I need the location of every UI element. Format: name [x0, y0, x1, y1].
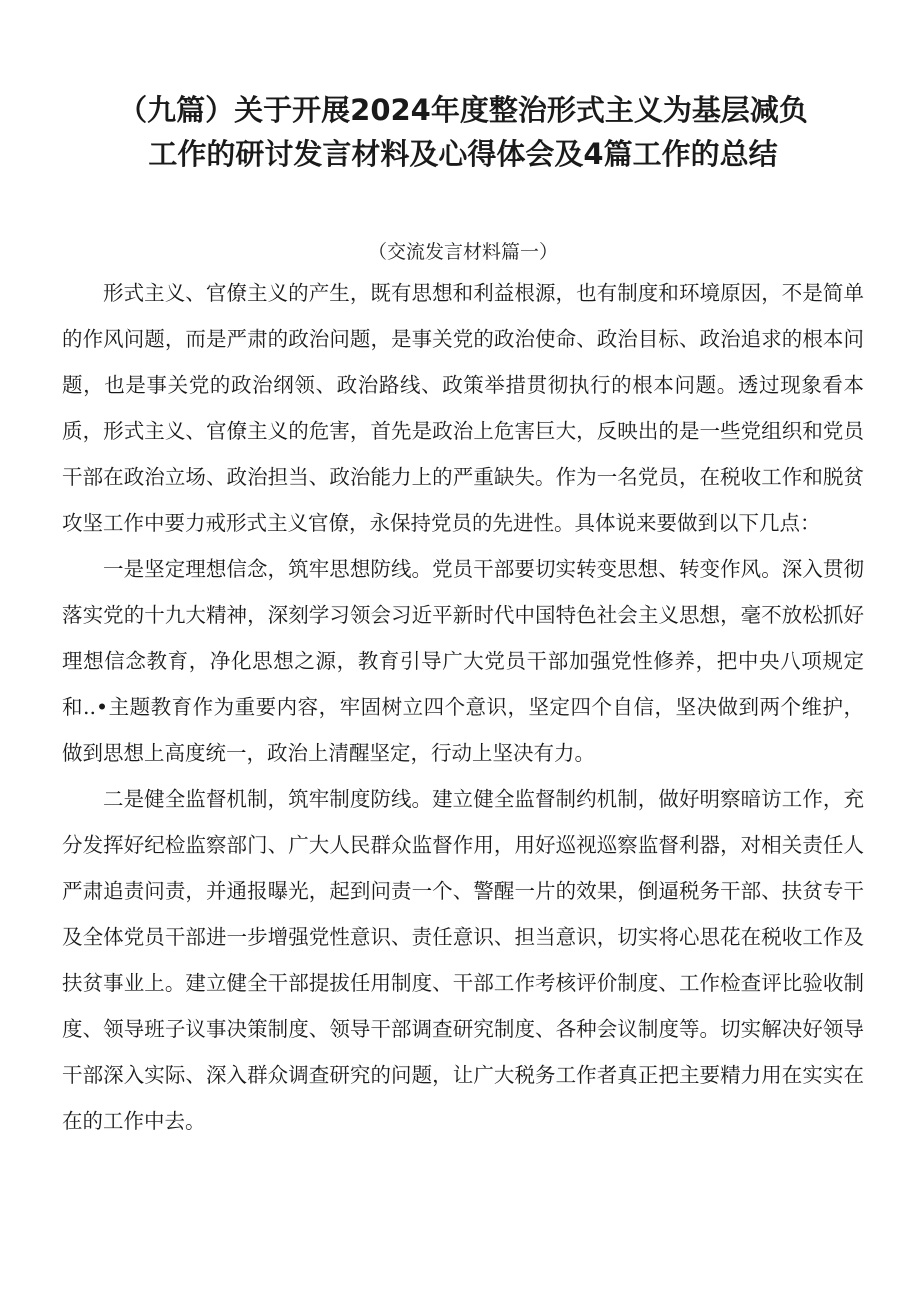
title-line-2: 工作的研讨发言材料及心得体会及4篇工作的总结	[148, 137, 778, 171]
section-heading: （交流发言材料篇一）	[367, 241, 558, 263]
document-body	[62, 270, 864, 1144]
paragraph-point-two: 二是健全监督机制，筑牢制度防线。建立健全监督制约机制，做好明察暗访工作，充分发挥好纪检监察部门、广大人民群众监督作用，用好巡视巡察监督利器，对相关责任人严肃追责问责，并通报曝光，起到问责一个、警醒一片的效果，倒逼税务干部、扶贫专干及全体党员干部进一步增强党性意识、责任意识、担当意识，切实将心思花在税收工作及扶贫事业上。建立健全干部提拔任用制度、干部工作考核评价制度、工作检查评比验收制度、领导班子议事决策制度、领导干部调查研究制度、各种会议制度等。切实解决好领导干部深入实际、深入群众调查研究的问题，让广大税务工作者真正把主要精力用在实实在在的工作中去。	[62, 787, 864, 1133]
paragraph-intro: 形式主义、官僚主义的产生，既有思想和利益根源，也有制度和环境原因，不是简单的作风问题，而是严肃的政治问题，是事关党的政治使命、政治目标、政治追求的根本问题，也是事关党的政治纲领、政治路线、政策举措贯彻执行的根本问题。透过现象看本质，形式主义、官僚主义的危害，首先是政治上危害巨大，反映出的是一些党组织和党员干部在政治立场、政治担当、政治能力上的严重缺失。作为一名党员，在税收工作和脱贫攻坚工作中要力戒形式主义官僚，永保持党员的先进性。具体说来要做到以下几点：	[62, 281, 864, 535]
document-title	[62, 88, 864, 176]
title-line-1: （九篇）关于开展2024年度整治形式主义为基层减负	[118, 93, 808, 127]
paragraph-point-one: 一是坚定理想信念，筑牢思想防线。党员干部要切实转变思想、转变作风。深入贯彻落实党的十九大精神，深刻学习领会习近平新时代中国特色社会主义思想，毫不放松抓好理想信念教育，净化思想之源，教育引导广大党员干部加强党性修养，把中央八项规定和..•主题教育作为重要内容，牢固树立四个意识，坚定四个自信，坚决做到两个维护，做到思想上高度统一，政治上清醒坚定，行动上坚决有力。	[62, 557, 864, 765]
